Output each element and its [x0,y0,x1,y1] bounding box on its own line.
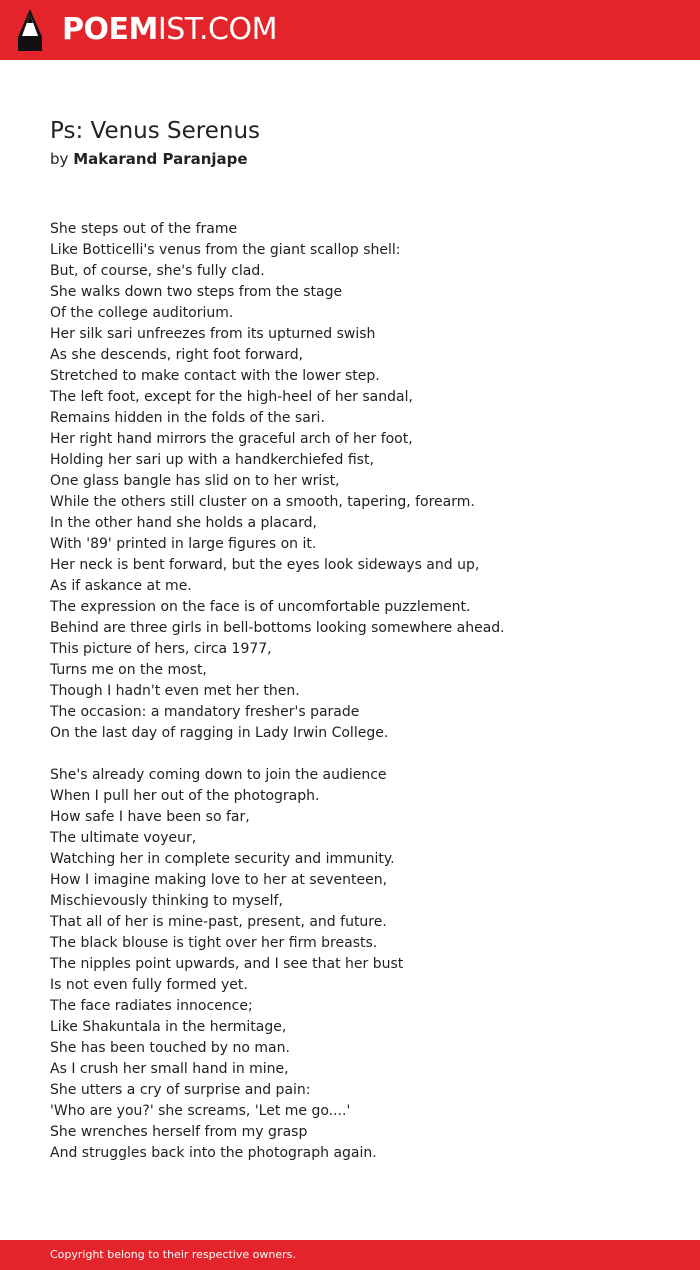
poem-line: One glass bangle has slid on to her wrist, [50,473,340,489]
poem-line: When I pull her out of the photograph. [50,788,320,804]
poem-line: The face radiates innocence; [50,998,253,1014]
by-label: by [50,150,69,168]
poem-line: Of the college auditorium. [50,305,234,321]
poem-line: As she descends, right foot forward, [50,347,304,363]
poem-line: Her right hand mirrors the graceful arch of her foot, [50,431,413,447]
poem-line: That all of her is mine-past, present, and future. [50,914,387,930]
site-logo-link[interactable] [62,11,277,49]
poem-line: Is not even fully formed yet. [50,977,248,993]
poem-line: How I imagine making love to her at seventeen, [50,872,388,888]
pencil-tip-icon[interactable] [17,9,43,51]
poem-line: In the other hand she holds a placard, [50,515,317,531]
poem-line: Like Shakuntala in the hermitage, [50,1019,287,1035]
poem-title: Ps: Venus Serenus [50,118,261,144]
author-name: Makarand Paranjape [73,150,248,168]
poem-line: She wrenches herself from my grasp [50,1124,308,1140]
stanza-break [50,744,670,765]
poem-line: Though I hadn't even met her then. [50,683,300,699]
poem-line: She steps out of the frame [50,221,238,237]
poem-line: She walks down two steps from the stage [50,284,343,300]
poem-line: Mischievously thinking to myself, [50,893,283,909]
poem-line: But, of course, she's fully clad. [50,263,265,279]
poem-line: Holding her sari up with a handkerchiefed fist, [50,452,374,468]
poem-line: She has been touched by no man. [50,1040,290,1056]
byline [50,149,248,169]
poem-line: Remains hidden in the folds of the sari. [50,410,325,426]
poem-line: She utters a cry of surprise and pain: [50,1082,311,1098]
poem-line: The black blouse is tight over her firm breasts. [50,935,378,951]
poem-line: This picture of hers, circa 1977, [50,641,272,657]
poem-line: Behind are three girls in bell-bottoms looking somewhere ahead. [50,620,505,636]
poem-line: 'Who are you?' she screams, 'Let me go....' [50,1103,351,1119]
poem-line: As if askance at me. [50,578,192,594]
poem-body [50,219,670,1164]
poem-line: How safe I have been so far, [50,809,250,825]
poem-line: The left foot, except for the high-heel of her sandal, [50,389,413,405]
poem-line: And struggles back into the photograph again. [50,1145,377,1161]
poem-line: The expression on the face is of uncomfortable puzzlement. [50,599,471,615]
poem-line: Like Botticelli's venus from the giant scallop shell: [50,242,401,258]
poem-line: The ultimate voyeur, [50,830,197,846]
poem-line: With '89' printed in large figures on it. [50,536,317,552]
poem-line: The nipples point upwards, and I see that her bust [50,956,404,972]
site-footer [0,1240,700,1270]
poem-line: Stretched to make contact with the lower step. [50,368,380,384]
poem-line: Her neck is bent forward, but the eyes look sideways and up, [50,557,480,573]
logo-text-light: IST.COM [157,12,277,47]
poem-line: Watching her in complete security and immunity. [50,851,395,867]
poem-line: As I crush her small hand in mine, [50,1061,289,1077]
copyright-notice: Copyright belong to their respective owners. [50,1248,296,1261]
poem-line: The occasion: a mandatory fresher's parade [50,704,360,720]
logo-text-bold: POEM [62,12,158,47]
site-header [0,0,700,60]
poem-line: She's already coming down to join the audience [50,767,387,783]
poem-line: On the last day of ragging in Lady Irwin College. [50,725,389,741]
poem-line: Turns me on the most, [50,662,207,678]
poem-line: Her silk sari unfreezes from its upturned swish [50,326,376,342]
stanza [50,219,670,744]
poem-line: While the others still cluster on a smooth, tapering, forearm. [50,494,475,510]
stanza [50,765,670,1164]
